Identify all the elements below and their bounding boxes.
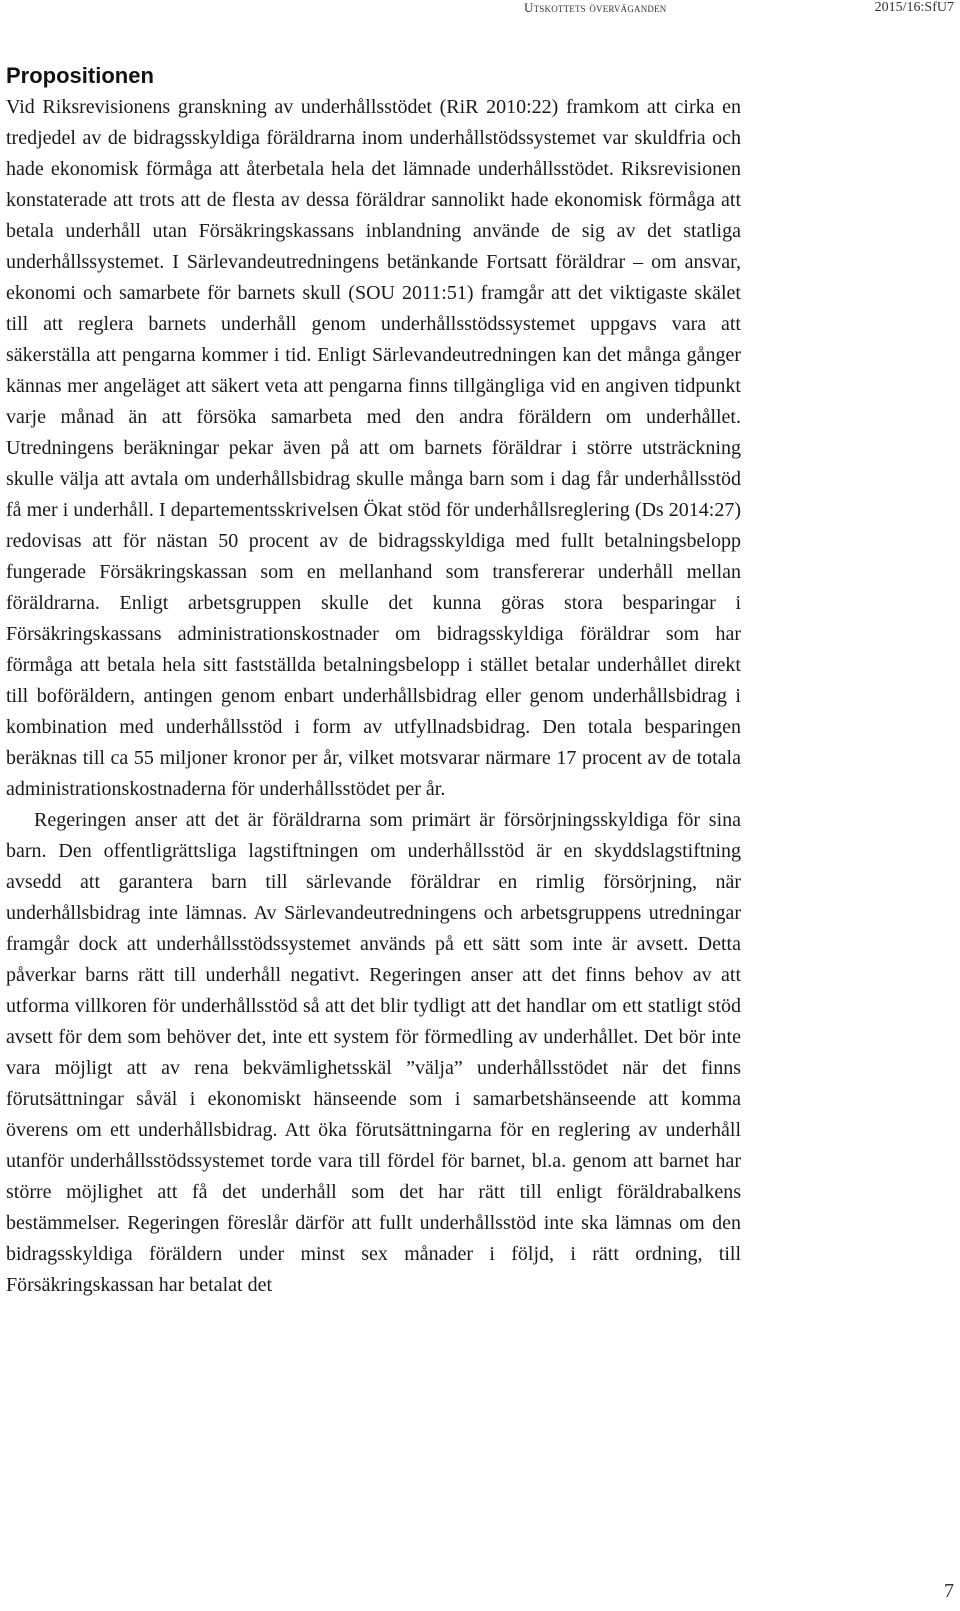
body-paragraph-1: Vid Riksrevisionens granskning av underhållsstödet (RiR 2010:22) framkom att cirka en tredjedel av de bidragsskyldiga föräldrarna inom underhållstödssystemet var skuldfria och hade ekonomisk förmåga att återbetala hela det lämnade underhållsstödet. Riksrevisionen konstaterade att trots att de flesta av dessa föräldrar sannolikt hade ekonomisk förmåga att betala underhåll utan Försäkringskassans inblandning använde de sig av det statliga underhållssystemet. I Särlevandeutredningens betänkande Fortsatt föräldrar – om ansvar, ekonomi och samarbete för barnets skull (SOU 2011:51) framgår att det viktigaste skälet till att reglera barnets underhåll genom underhållsstödssystemet uppgavs vara att säkerställa att pengarna kommer i tid. Enligt Särlevandeutredningen kan det många gånger kännas mer angeläget att säkert veta att pengarna finns tillgängliga vid en angiven tidpunkt varje månad än att försöka samarbeta med den andra föräldern om underhållet. Utredningens beräkningar pekar även på att om barnets föräldrar i större utsträckning skulle välja att avtala om underhållsbidrag skulle många barn som i dag får underhållsstöd få mer i underhåll. I departementsskrivelsen Ökat stöd för underhållsreglering (Ds 2014:27) redovisas att för nästan 50 procent av de bidragsskyldiga med fullt betalningsbelopp fungerade Försäkringskassan som en mellanhand som transfererar underhåll mellan föräldrarna. Enligt arbetsgruppen skulle det kunna göras stora besparingar i Försäkringskassans administrationskostnader om bidragsskyldiga föräldrar som har förmåga att betala hela sitt fastställda betalningsbelopp i stället betalar underhållet direkt till boföräldern, antingen genom enbart underhållsbidrag eller genom underhållsbidrag i kombination med underhållsstöd i form av utfyllnadsbidrag. Den totala besparingen beräknas till ca 55 miljoner kronor per år, vilket motsvarar närmare 17 procent av de totala administrationskostnaderna för underhållsstödet per år.: [6, 96, 741, 800]
page-number: 7: [944, 1580, 954, 1602]
section-heading: Propositionen: [6, 63, 154, 88]
body-paragraph-2: Regeringen anser att det är föräldrarna som primärt är försörjningsskyldiga för sina barn. Den offentligrättsliga lagstiftningen om underhållsstöd är en skyddslagstiftning avsedd att garantera barn till särlevande föräldrar en rimlig försörjning, när underhållsbidrag inte lämnas. Av Särlevandeutredningens och arbetsgruppens utredningar framgår dock att underhållsstödssystemet används på ett sätt som inte är avsett. Detta påverkar barns rätt till underhåll negativt. Regeringen anser att det finns behov av att utforma villkoren för underhållsstöd så att det blir tydligt att det handlar om ett statligt stöd avsett för dem som behöver det, inte ett system för förmedling av underhållet. Det bör inte vara möjligt att av rena bekvämlighetsskäl ”välja” underhållsstödet när det finns förutsättningar såväl i ekonomiskt hänseende som i samarbetshänseende att komma överens om ett underhållsbidrag. Att öka förutsättningarna för en reglering av underhåll utanför underhållsstödssystemet torde vara till fördel för barnet, bl.a. genom att barnet har större möjlighet att få det underhåll som det har rätt till enligt föräldrabalkens bestämmelser. Regeringen föreslår därför att fullt underhållsstöd inte ska lämnas om den bidragsskyldiga föräldern under minst sex månader i följd, i rätt ordning, till Försäkringskassan har betalat det: [6, 809, 741, 1296]
header-section-title: Utskottets överväganden: [524, 0, 667, 15]
header-document-reference: 2015/16:SfU7: [874, 0, 954, 15]
main-content: [6, 60, 741, 1301]
running-header: [0, 0, 960, 20]
